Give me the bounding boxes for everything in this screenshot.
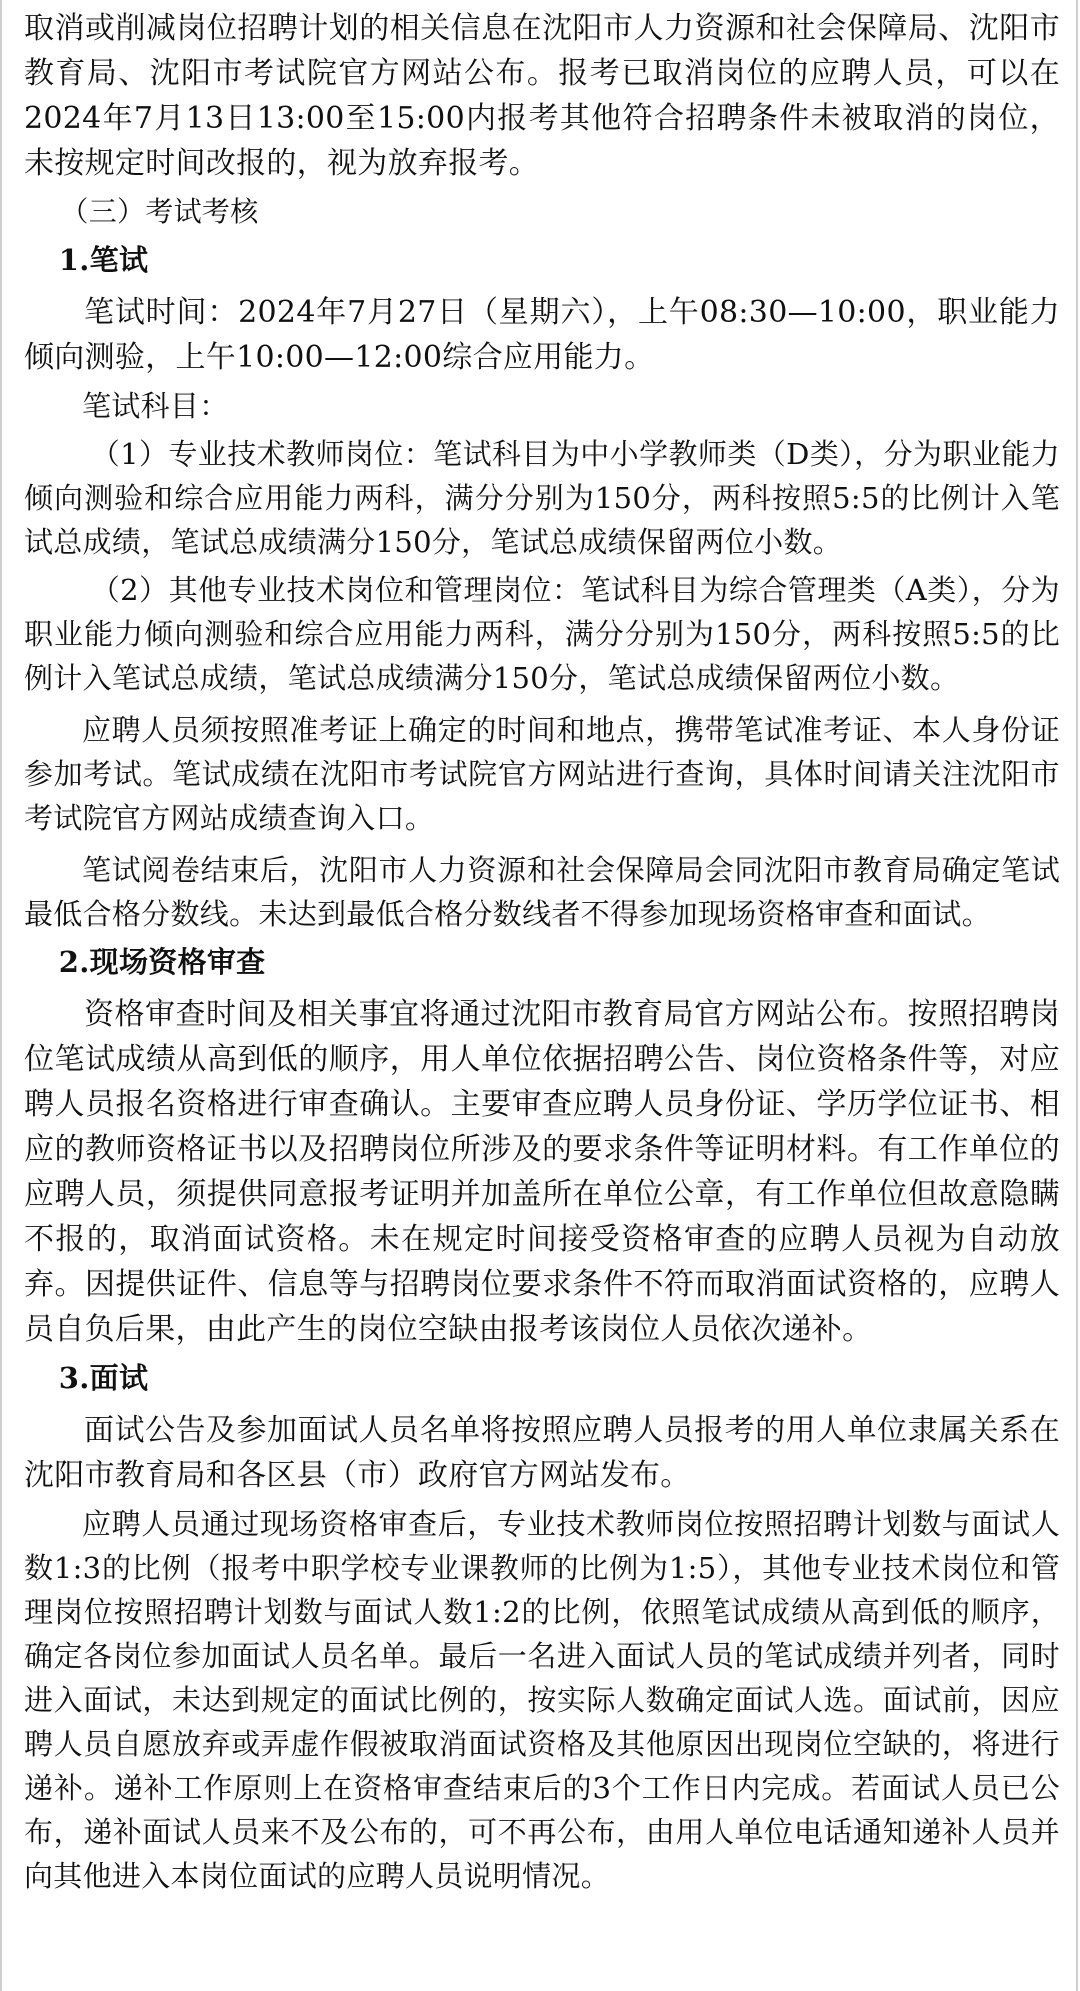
paragraph-exam-time: 笔试时间：2024年7月27日（星期六），上午08:30—10:00，职业能力倾向测验，上午10:00—12:00综合应用能力。 [24, 295, 1060, 375]
paragraph-qualification-review: 资格审查时间及相关事宜将通过沈阳市教育局官方网站公布。按照招聘岗位笔试成绩从高到低的顺序，用人单位依据招聘公告、岗位资格条件等，对应聘人员报名资格进行审查确认。主要审查应聘人员身份证、学历学位证书、相应的教师资格证书以及招聘岗位所涉及的要求条件等证明材料。有工作单位的应聘人员，须提供同意报考证明并加盖所在单位公章，有工作单位但故意隐瞒不报的，取消面试资格。未在规定时间接受资格审查的应聘人员视为自动放弃。因提供证件、信息等与招聘岗位要求条件不符而取消面试资格的，应聘人员自负后果，由此产生的岗位空缺由报考该岗位人员依次递补。 [24, 997, 1060, 1347]
heading-written-exam: 1.笔试 [58, 243, 149, 277]
paragraph-other-post-subjects: （2）其他专业技术岗位和管理岗位：笔试科目为综合管理类（A类），分为职业能力倾向测验和综合应用能力两科，满分分别为150分，两科按照5:5的比例计入笔试总成绩，笔试总成绩满分150分，笔试总成绩保留两位小数。 [24, 573, 1060, 695]
paragraph-interview-announcement: 面试公告及参加面试人员名单将按照应聘人员报考的用人单位隶属关系在沈阳市教育局和各区县（市）政府官方网站发布。 [24, 1413, 1060, 1493]
paragraph-teacher-post-subjects: （1）专业技术教师岗位：笔试科目为中小学教师类（D类），分为职业能力倾向测验和综合应用能力两科，满分分别为150分，两科按照5:5的比例计入笔试总成绩，笔试总成绩满分150分，笔试总成绩保留两位小数。 [24, 437, 1060, 559]
section-heading-exam-assessment: （三）考试考核 [60, 195, 259, 228]
paragraph-admission-ticket: 应聘人员须按照准考证上确定的时间和地点，携带笔试准考证、本人身份证参加考试。笔试成绩在沈阳市考试院官方网站进行查询，具体时间请关注沈阳市考试院官方网站成绩查询入口。 [24, 713, 1060, 835]
paragraph-interview-ratio: 应聘人员通过现场资格审查后，专业技术教师岗位按照招聘计划数与面试人数1:3的比例（报考中职学校专业课教师的比例为1:5），其他专业技术岗位和管理岗位按照招聘计划数与面试人数1:2的比例，依照笔试成绩从高到低的顺序，确定各岗位参加面试人员名单。最后一名进入面试人员的笔试成绩并列者，同时进入面试，未达到规定的面试比例的，按实际人数确定面试人选。面试前，因应聘人员自愿放弃或弄虚作假被取消面试资格及其他原因出现岗位空缺的，将进行递补。递补工作原则上在资格审查结束后的3个工作日内完成。若面试人员已公布，递补面试人员来不及公布的，可不再公布，由用人单位电话通知递补人员并向其他进入本岗位面试的应聘人员说明情况。 [24, 1507, 1060, 1893]
paragraph-exam-subjects-label: 笔试科目： [82, 389, 229, 423]
document-body [24, 6, 1060, 1898]
heading-interview: 3.面试 [58, 1361, 149, 1395]
heading-qualification-review: 2.现场资格审查 [58, 945, 266, 979]
paragraph-passing-score: 笔试阅卷结束后，沈阳市人力资源和社会保障局会同沈阳市教育局确定笔试最低合格分数线。未达到最低合格分数线者不得参加现场资格审查和面试。 [24, 853, 1060, 931]
paragraph-cancellation-notice: 取消或削减岗位招聘计划的相关信息在沈阳市人力资源和社会保障局、沈阳市教育局、沈阳市考试院官方网站公布。报考已取消岗位的应聘人员，可以在2024年7月13日13:00至15:00内报考其他符合招聘条件未被取消的岗位，未按规定时间改报的，视为放弃报考。 [24, 11, 1060, 181]
